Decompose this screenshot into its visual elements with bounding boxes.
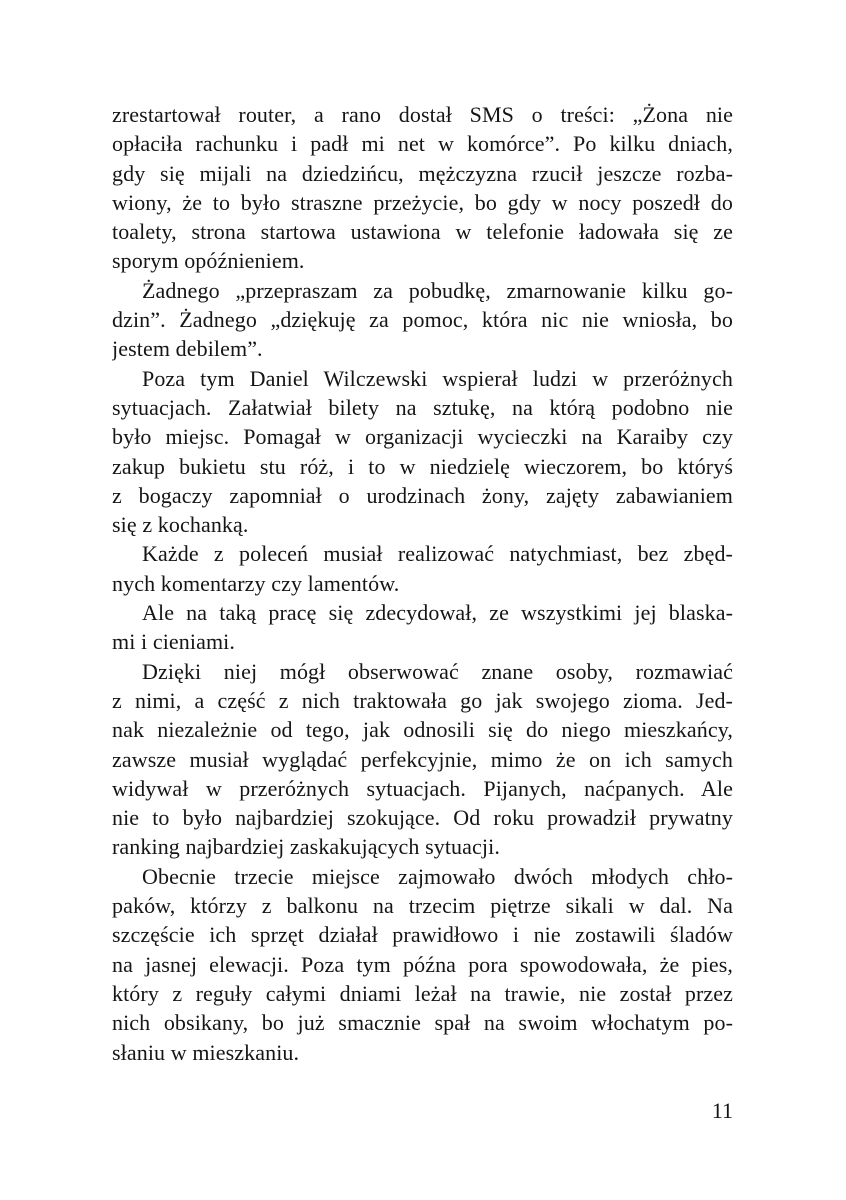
page-number: 11 xyxy=(711,1097,733,1123)
text-line: paków, którzy z balkonu na trzecim piętrze sikali w dal. Na xyxy=(112,893,733,919)
text-line: z nimi, a część z nich traktowała go jak swojego zioma. Jed- xyxy=(112,687,733,713)
text-line: toalety, strona startowa ustawiona w telefonie ładowała się ze xyxy=(112,219,733,245)
text-line: jestem debilem”. xyxy=(112,336,263,362)
text-line: gdy się mijali na dziedzińcu, mężczyzna rzucił jeszcze rozba- xyxy=(112,160,733,186)
text-line: Żadnego „przepraszam za pobudkę, zmarnowanie kilku go- xyxy=(142,277,733,303)
text-line: nak niezależnie od tego, jak odnosili się do niego mieszkańcy, xyxy=(112,717,733,743)
paragraph xyxy=(112,100,733,276)
text-line: nych komentarzy czy lamentów. xyxy=(112,570,400,596)
text-line: zrestartował router, a rano dostał SMS o treści: „Żona nie xyxy=(112,102,733,127)
paragraph xyxy=(112,598,733,657)
text-line: który z reguły całymi dniami leżał na trawie, nie został przez xyxy=(112,980,733,1006)
paragraph xyxy=(112,862,733,1067)
text-line: szczęście ich sprzęt działał prawidłowo i nie zostawili śladów xyxy=(112,922,733,948)
paragraph xyxy=(112,539,733,598)
paragraph xyxy=(112,276,733,364)
text-line: Każde z poleceń musiał realizować natychmiast, bez zbęd- xyxy=(142,541,733,567)
paragraph xyxy=(112,364,733,540)
text-line: widywał w przeróżnych sytuacjach. Pijanych, naćpanych. Ale xyxy=(112,775,733,801)
text-line: zakup bukietu stu róż, i to w niedzielę wieczorem, bo któryś xyxy=(112,453,733,479)
text-line: nich obsikany, bo już smacznie spał na swoim włochatym po- xyxy=(112,1010,733,1036)
paragraph xyxy=(112,657,733,862)
text-line: opłaciła rachunku i padł mi net w komórce”. Po kilku dniach, xyxy=(112,131,733,157)
text-line: sytuacjach. Załatwiał bilety na sztukę, na którą podobno nie xyxy=(112,394,733,420)
text-line: Obecnie trzecie miejsce zajmowało dwóch młodych chło- xyxy=(142,863,733,889)
text-line: było miejsc. Pomagał w organizacji wycieczki na Karaiby czy xyxy=(112,424,733,450)
text-line: Dzięki niej mógł obserwować znane osoby, rozmawiać xyxy=(142,658,733,684)
text-line: na jasnej elewacji. Poza tym późna pora spowodowała, że pies, xyxy=(112,951,733,977)
paragraphs-container xyxy=(112,100,733,1067)
text-line: sporym opóźnieniem. xyxy=(112,248,305,274)
text-line: z bogaczy zapomniał o urodzinach żony, zajęty zabawianiem xyxy=(112,482,733,508)
text-column xyxy=(112,100,733,1125)
text-line: nie to było najbardziej szokujące. Od roku prowadził prywatny xyxy=(112,805,733,831)
text-line: wiony, że to było straszne przeżycie, bo gdy w nocy poszedł do xyxy=(112,189,733,215)
text-line: dzin”. Żadnego „dziękuję za pomoc, która nic nie wniosła, bo xyxy=(112,307,733,333)
text-line: Ale na taką pracę się zdecydował, ze wszystkimi jej blaska- xyxy=(142,600,733,626)
text-line: ranking najbardziej zaskakujących sytuacji. xyxy=(112,834,500,860)
text-line: zawsze musiał wyglądać perfekcyjnie, mimo że on ich samych xyxy=(112,746,733,772)
text-line: Poza tym Daniel Wilczewski wspierał ludzi w przeróżnych xyxy=(142,365,733,391)
text-line: się z kochanką. xyxy=(112,512,249,538)
text-line: mi i cieniami. xyxy=(112,629,235,655)
text-line: słaniu w mieszkaniu. xyxy=(112,1039,300,1065)
